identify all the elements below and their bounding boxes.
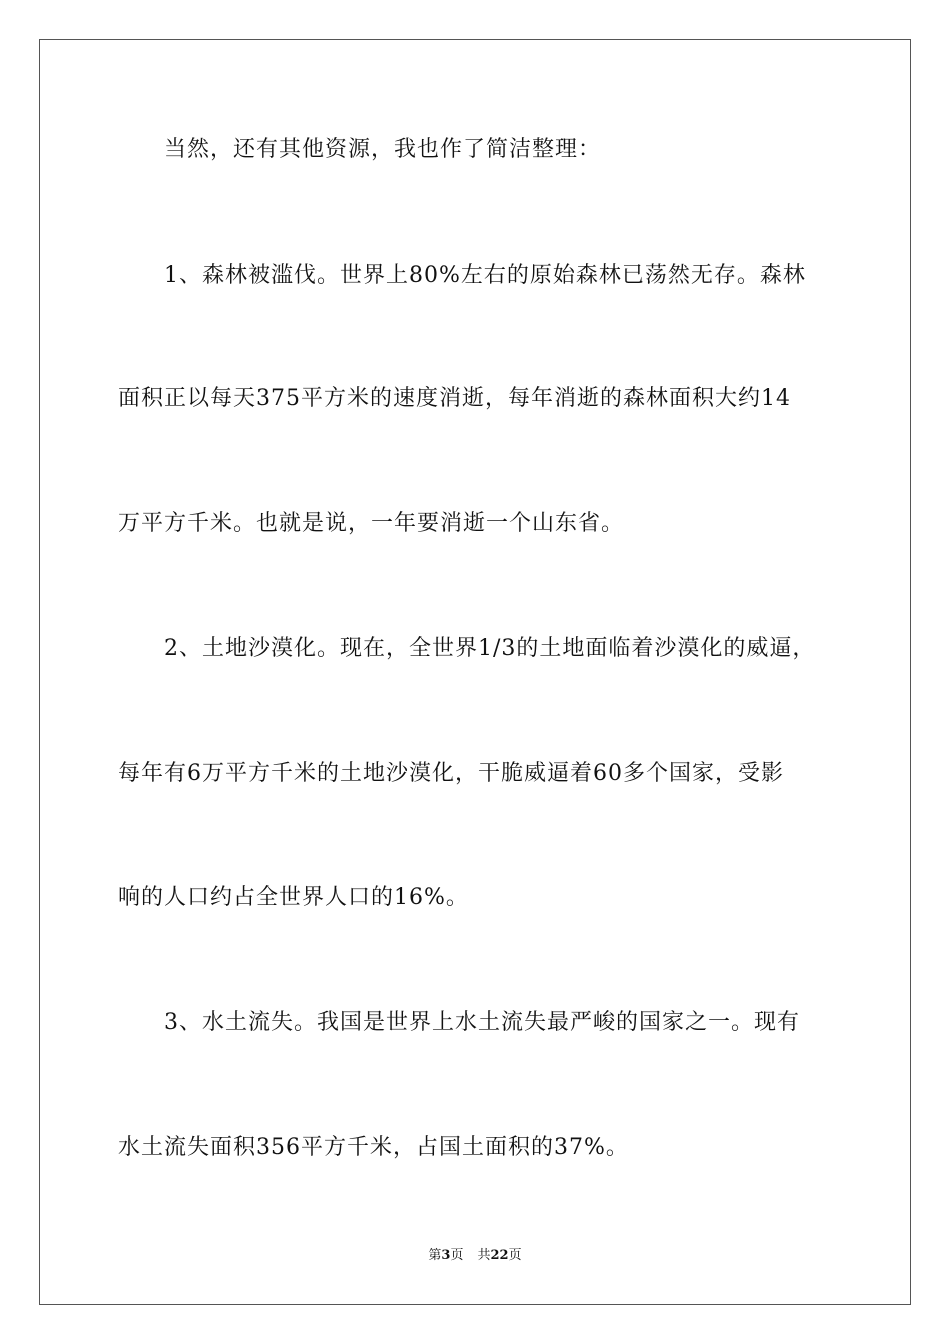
paragraph-1-line-3: 万平方千米。也就是说，一年要消逝一个山东省。 [118, 511, 625, 536]
paragraph-2-line-3: 响的人口约占全世界人口的16%。 [118, 885, 469, 910]
paragraph-intro-line: 当然，还有其他资源，我也作了简洁整理： [164, 137, 602, 162]
footer-page-prefix: 第 [428, 1248, 442, 1263]
footer-page-suffix: 页 [450, 1248, 464, 1263]
footer-total-prefix: 共 [477, 1248, 491, 1263]
paragraph-2-line-1: 2、土地沙漠化。现在，全世界1/3的土地面临着沙漠化的威逼， [164, 636, 816, 661]
paragraph-3-line-2: 水土流失面积356平方千米，占国土面积的37%。 [118, 1135, 629, 1160]
page-border [39, 39, 911, 1305]
footer-page-number: 3 [441, 1248, 451, 1263]
paragraph-3-line-1: 3、水土流失。我国是世界上水土流失最严峻的国家之一。现有 [164, 1010, 800, 1035]
footer-total-pages: 22 [490, 1248, 509, 1263]
page-footer [0, 1247, 950, 1265]
paragraph-2-line-2: 每年有6万平方千米的土地沙漠化，干脆威逼着60多个国家，受影 [118, 761, 784, 786]
footer-total-suffix: 页 [508, 1248, 522, 1263]
paragraph-1-line-1: 1、森林被滥伐。世界上80%左右的原始森林已荡然无存。森林 [164, 263, 806, 288]
paragraph-1-line-2: 面积正以每天375平方米的速度消逝，每年消逝的森林面积大约14 [118, 386, 791, 411]
